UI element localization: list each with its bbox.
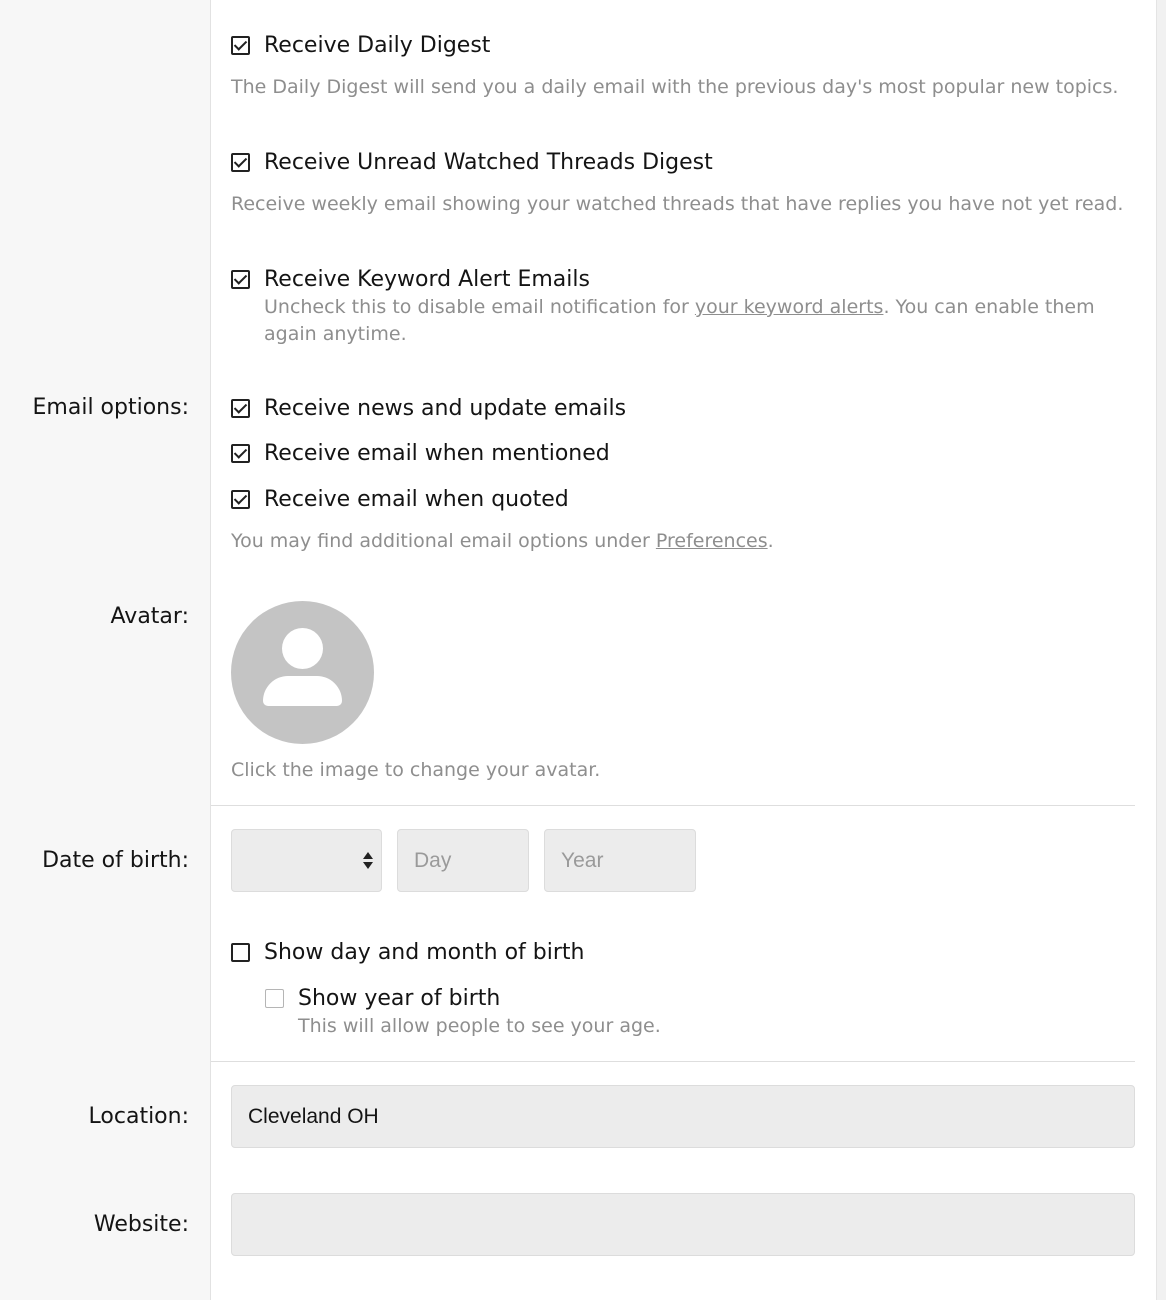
keyword-alerts-checkbox[interactable] xyxy=(231,270,250,289)
show-year-help: This will allow people to see your age. xyxy=(298,1015,661,1037)
location-input[interactable] xyxy=(231,1085,1135,1148)
news-emails-checkbox[interactable] xyxy=(231,399,250,418)
daily-digest-help: The Daily Digest will send you a daily email with the previous day's most popular new topics. xyxy=(231,76,1119,98)
news-emails-label: Receive news and update emails xyxy=(264,396,627,421)
dob-year-input[interactable] xyxy=(544,829,696,892)
show-year-option[interactable] xyxy=(265,986,500,1011)
show-year-checkbox[interactable] xyxy=(265,989,284,1008)
select-arrows-icon xyxy=(363,852,373,870)
email-options-label: Email options: xyxy=(32,395,189,420)
keyword-alerts-link[interactable]: your keyword alerts xyxy=(694,296,884,318)
location-label: Location: xyxy=(88,1104,189,1129)
mentioned-emails-option[interactable] xyxy=(231,441,610,466)
show-day-month-option[interactable] xyxy=(231,940,584,965)
scrollbar-track[interactable] xyxy=(1156,0,1166,1300)
daily-digest-label: Receive Daily Digest xyxy=(264,33,491,58)
keyword-alerts-help: Uncheck this to disable email notification for your keyword alerts. You can enable them again anytime. xyxy=(264,296,1095,345)
quoted-emails-label: Receive email when quoted xyxy=(264,487,569,512)
daily-digest-checkbox[interactable] xyxy=(231,36,250,55)
website-label: Website: xyxy=(93,1212,189,1237)
show-year-label: Show year of birth xyxy=(298,986,501,1011)
dob-day-input[interactable] xyxy=(397,829,529,892)
show-day-month-label: Show day and month of birth xyxy=(264,940,585,965)
section-divider xyxy=(211,1061,1135,1062)
watched-threads-label: Receive Unread Watched Threads Digest xyxy=(264,150,713,175)
email-options-help: You may find additional email options under Preferences. xyxy=(231,530,774,552)
section-divider xyxy=(211,805,1135,806)
daily-digest-option[interactable] xyxy=(231,33,490,58)
dob-label: Date of birth: xyxy=(42,848,189,873)
keyword-alerts-label: Receive Keyword Alert Emails xyxy=(264,267,590,292)
avatar-help: Click the image to change your avatar. xyxy=(231,759,601,781)
watched-threads-help: Receive weekly email showing your watched threads that have replies you have not yet read. xyxy=(231,193,1124,215)
website-input[interactable] xyxy=(231,1193,1135,1256)
avatar-label: Avatar: xyxy=(110,604,189,629)
show-day-month-checkbox[interactable] xyxy=(231,943,250,962)
mentioned-emails-checkbox[interactable] xyxy=(231,444,250,463)
preferences-link[interactable]: Preferences xyxy=(655,530,768,552)
quoted-emails-checkbox[interactable] xyxy=(231,490,250,509)
dob-month-select[interactable] xyxy=(231,829,382,892)
mentioned-emails-label: Receive email when mentioned xyxy=(264,441,610,466)
avatar-image[interactable] xyxy=(231,601,374,744)
watched-threads-checkbox[interactable] xyxy=(231,153,250,172)
watched-threads-option[interactable] xyxy=(231,150,713,175)
quoted-emails-option[interactable] xyxy=(231,487,569,512)
news-emails-option[interactable] xyxy=(231,396,626,421)
keyword-alerts-option[interactable] xyxy=(231,267,590,292)
